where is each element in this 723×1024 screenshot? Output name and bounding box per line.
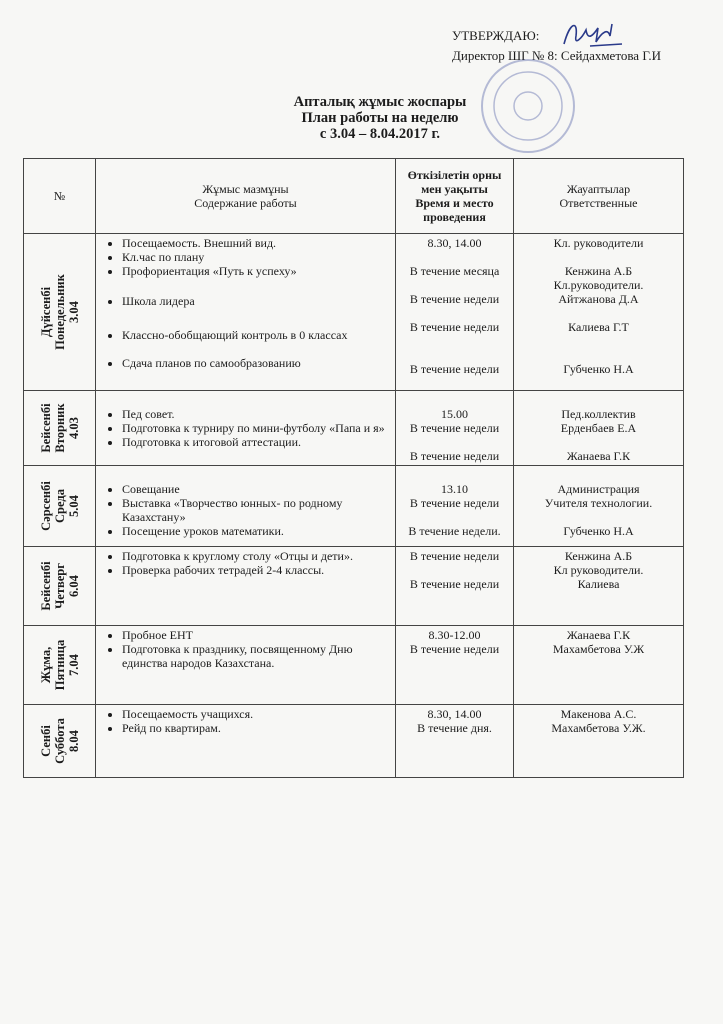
responsible-cell: Администрация Учителя технологии. Губченко Н.А (514, 466, 684, 547)
col-resp-kz: Жауаптылар (566, 182, 631, 196)
responsible-cell: Кл. руководители Кенжина А.Б Кл.руководители. Айтжанова Д.А Калиева Г.Т Губченко Н.А (514, 234, 684, 391)
list-item: • Подготовка к турниру по мини-футболу «Папа и я» (122, 421, 391, 435)
list-item: • Школа лидера (122, 294, 391, 308)
day-cell-saturday: Сенбі Суббота 8.04 (24, 705, 96, 778)
table-row (24, 547, 684, 626)
time-cell: 8.30, 14.00 В течение дня. (396, 705, 514, 778)
tasks-cell (96, 705, 396, 778)
approve-label: УТВЕРЖДАЮ: (452, 28, 540, 43)
tasks-cell (96, 547, 396, 626)
time-cell: 8.30, 14.00 В течение месяца В течение недели В течение недели В течение недели (396, 234, 514, 391)
table-row (24, 391, 684, 466)
time-cell: 13.10 В течение недели В течение недели. (396, 466, 514, 547)
col-time-kz2: мен уақыты (421, 182, 488, 196)
col-number: № (24, 159, 96, 234)
col-responsible (514, 159, 684, 234)
col-content (96, 159, 396, 234)
table-header-row (24, 159, 684, 234)
day-cell-wednesday: Сәрсенбі Среда 5.04 (24, 466, 96, 547)
list-item: • Пед совет. (122, 407, 391, 421)
list-item: • Посещаемость учащихся. (122, 707, 391, 721)
list-item: • Сдача планов по самообразованию (122, 356, 391, 370)
col-content-ru: Содержание работы (194, 196, 297, 210)
list-item: • Профориентация «Путь к успеху» (122, 264, 391, 278)
document-title (190, 94, 570, 142)
col-time-ru1: Время и место (415, 196, 494, 210)
responsible-cell: Пед.коллектив Ерденбаев Е.А Жанаева Г.К (514, 391, 684, 466)
tasks-cell (96, 466, 396, 547)
title-kz: Апталық жұмыс жоспары (293, 94, 467, 110)
weekly-plan-table (23, 158, 684, 778)
list-item: • Подготовка к итоговой аттестации. (122, 435, 391, 449)
responsible-cell: Макенова А.С. Махамбетова У.Ж. (514, 705, 684, 778)
director-line: Директор ШГ № 8: Сейдахметова Г.И (452, 48, 662, 63)
title-dates: с 3.04 – 8.04.2017 г. (319, 126, 441, 142)
list-item: • Проверка рабочих тетрадей 2-4 классы. (122, 563, 391, 577)
responsible-cell: Кенжина А.Б Кл руководители. Калиева (514, 547, 684, 626)
table-row (24, 626, 684, 705)
list-item: • Совещание (122, 482, 391, 496)
list-item: • Классно-обобщающий контроль в 0 классах (122, 328, 391, 342)
director-signature (560, 16, 630, 56)
title-ru: План работы на неделю (301, 110, 459, 126)
list-item: • Рейд по квартирам. (122, 721, 391, 735)
table-row (24, 234, 684, 391)
day-cell-tuesday: Бейсенбі Вторник 4.03 (24, 391, 96, 466)
day-cell-monday: Дүйсенбі Понедельник 3.04 (24, 234, 96, 391)
col-resp-ru: Ответственные (559, 196, 638, 210)
list-item: • Посещаемость. Внешний вид. (122, 236, 391, 250)
col-time-ru2: проведения (423, 210, 486, 224)
tasks-cell (96, 626, 396, 705)
time-cell: В течение недели В течение недели (396, 547, 514, 626)
col-content-kz: Жұмыс мазмұны (202, 182, 289, 196)
time-cell: 8.30-12.00 В течение недели (396, 626, 514, 705)
table-row (24, 466, 684, 547)
list-item: • Выставка «Творчество юнных- по родному Казахстану» (122, 496, 391, 524)
day-cell-thursday: Бейсенбі Четверг 6.04 (24, 547, 96, 626)
list-item: • Кл.час по плану (122, 250, 391, 264)
approval-line (452, 26, 714, 46)
list-item: • Посещение уроков математики. (122, 524, 391, 538)
tasks-cell (96, 391, 396, 466)
col-time-place (396, 159, 514, 234)
tasks-cell (96, 234, 396, 391)
table-row (24, 705, 684, 778)
list-item: • Подготовка к круглому столу «Отцы и дети». (122, 549, 391, 563)
list-item: • Пробное ЕНТ (122, 628, 391, 642)
list-item: • Подготовка к празднику, посвященному Дню единства народов Казахстана. (122, 642, 391, 670)
time-cell: 15.00 В течение недели В течение недели (396, 391, 514, 466)
responsible-cell: Жанаева Г.К Махамбетова У.Ж (514, 626, 684, 705)
col-time-kz1: Өткізілетін орны (407, 168, 502, 182)
day-cell-friday: Жұма, Пятница 7.04 (24, 626, 96, 705)
